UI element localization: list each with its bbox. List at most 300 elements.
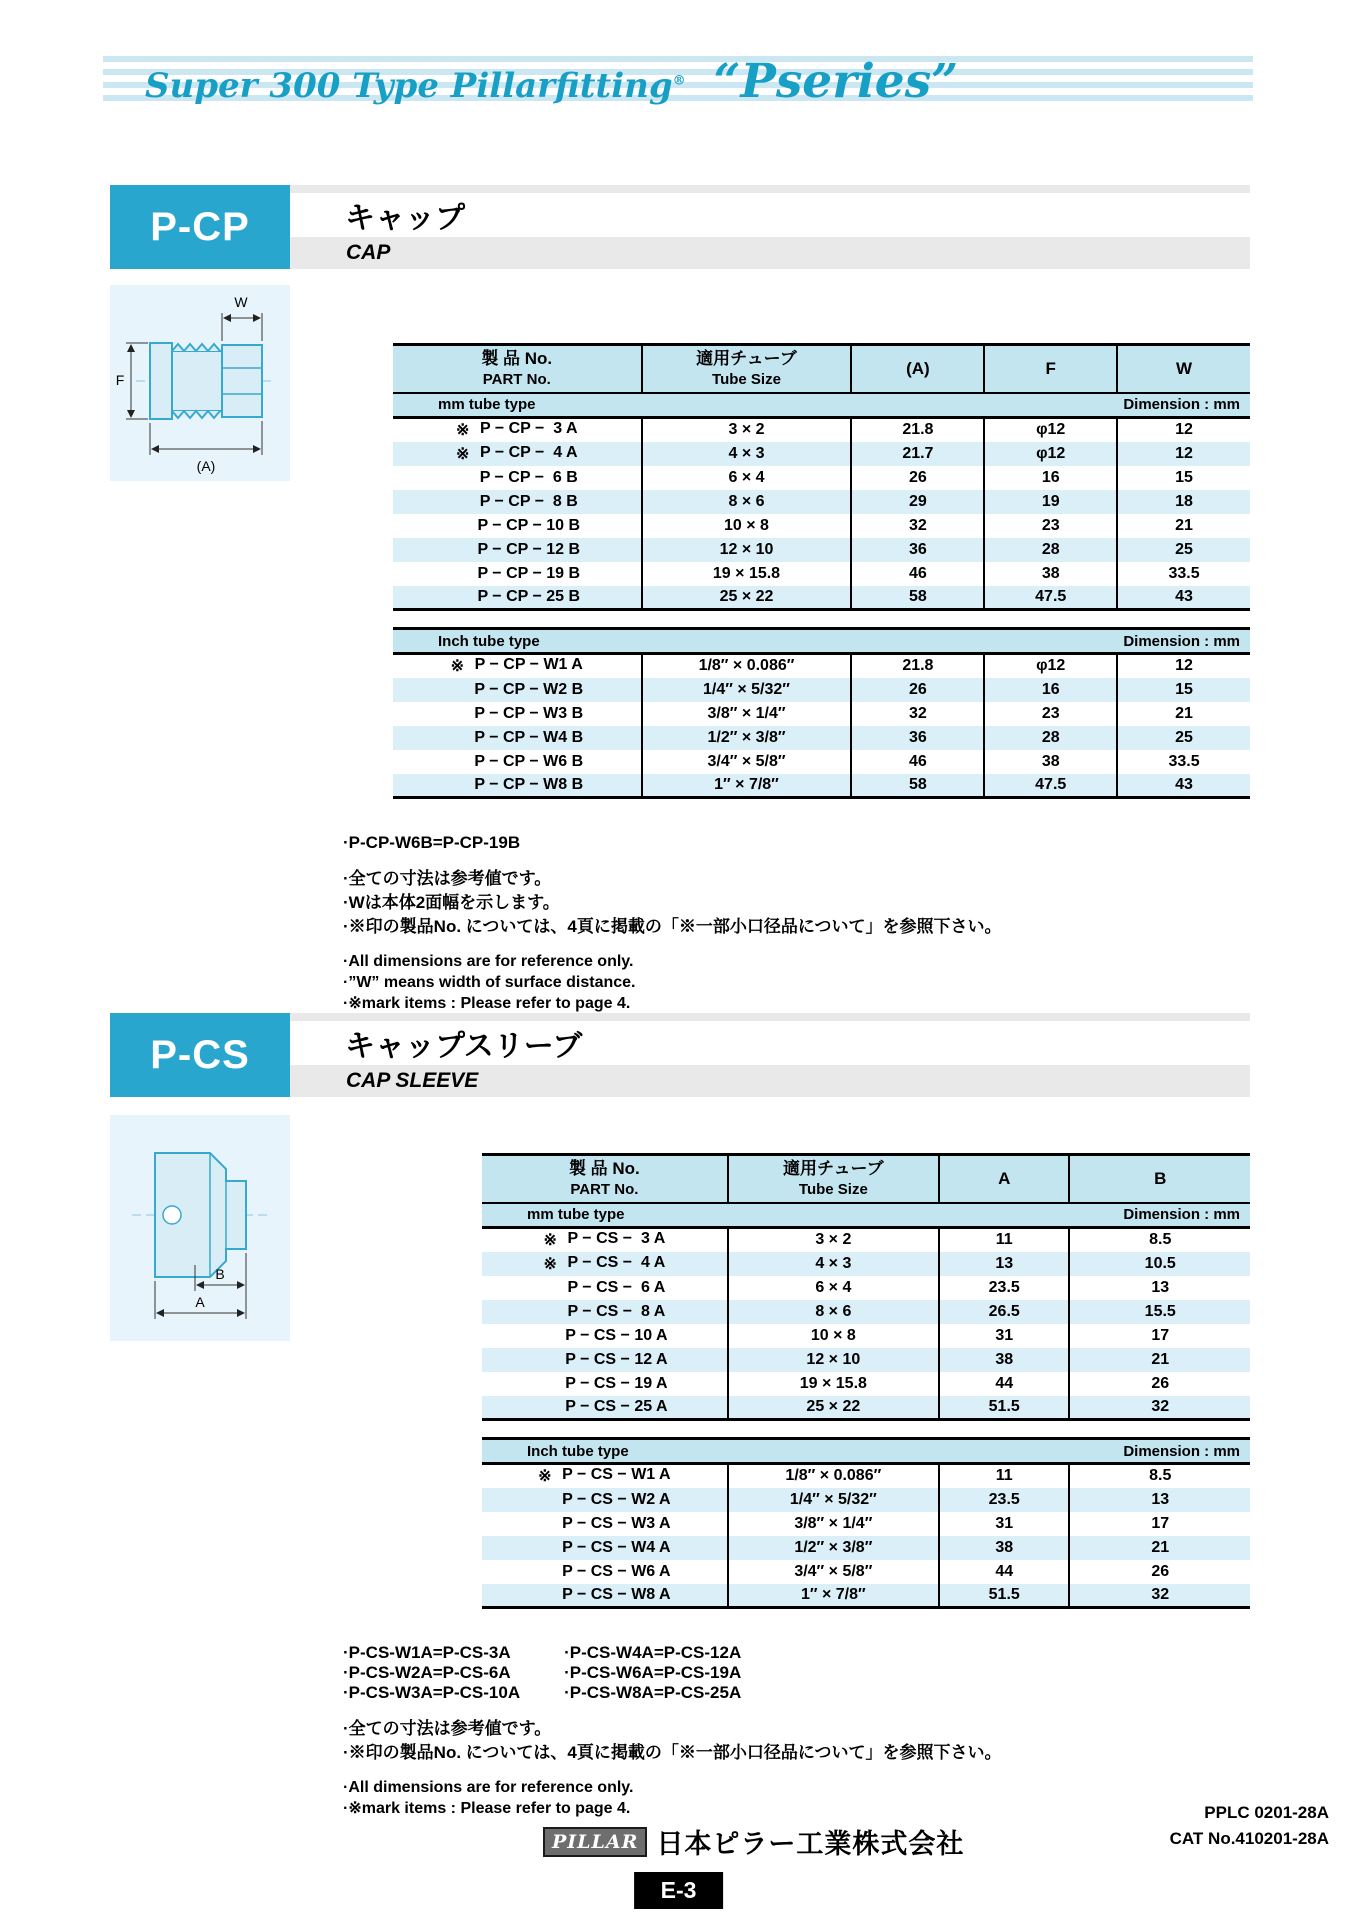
value-cell: 3/4″ × 5/8″ — [642, 750, 852, 774]
value-cell: 16 — [984, 678, 1117, 702]
column-header-ja: B — [1154, 1168, 1167, 1188]
value-cell: 1/4″ × 5/32″ — [642, 678, 852, 702]
value-cell: 46 — [851, 562, 984, 586]
table-group-band-cell — [482, 1203, 1250, 1228]
part-no-cell — [393, 726, 642, 750]
section-title-english: CAP — [346, 241, 391, 264]
part-no: P − CP − 19 B — [477, 564, 581, 582]
part-no: P − CS − W4 A — [562, 1538, 671, 1556]
column-header-ja: A — [998, 1168, 1011, 1188]
part-no-cell — [393, 586, 642, 610]
note-line-ja: ·全ての寸法は参考値です。 — [343, 869, 552, 888]
table-row — [393, 562, 1250, 586]
value-cell: 38 — [984, 562, 1117, 586]
value-cell: 32 — [851, 702, 984, 726]
table-row — [393, 442, 1250, 466]
note-line-en: ·All dimensions are for reference only. — [343, 953, 634, 970]
value-cell: 58 — [851, 774, 984, 798]
value-cell: 58 — [851, 586, 984, 610]
column-header — [939, 1155, 1070, 1203]
value-cell: 36 — [851, 538, 984, 562]
part-no: P − CP − W6 B — [474, 752, 584, 770]
brand-text — [103, 53, 959, 109]
table-row — [393, 702, 1250, 726]
table-row — [393, 678, 1250, 702]
spec-tables-p-cp — [393, 343, 1250, 799]
catalog-code-2: CAT No.410201-28A — [1169, 1829, 1329, 1849]
reference-mark — [538, 1515, 562, 1533]
section-title-japanese: キャップ — [345, 202, 465, 235]
value-cell: 4 × 3 — [728, 1252, 939, 1276]
title-strip — [290, 193, 1250, 237]
part-no: P − CS − W6 A — [562, 1562, 671, 1580]
value-cell: 3 × 2 — [728, 1228, 939, 1252]
value-cell: 23.5 — [939, 1488, 1070, 1512]
part-no: P − CS − 10 A — [565, 1326, 668, 1344]
spec-table — [482, 1437, 1250, 1609]
value-cell: 38 — [984, 750, 1117, 774]
value-cell: 25 — [1117, 538, 1250, 562]
value-cell: 21 — [1117, 702, 1250, 726]
part-no-cell — [482, 1464, 728, 1488]
value-cell: 16 — [984, 466, 1117, 490]
equivalence-column — [343, 1643, 520, 1703]
part-no: P − CP − W4 B — [474, 728, 584, 746]
value-cell: 15.5 — [1069, 1300, 1250, 1324]
part-no-cell — [482, 1488, 728, 1512]
table-row — [393, 586, 1250, 610]
table-group-band — [482, 1439, 1250, 1464]
column-header-en: Tube Size — [798, 1181, 868, 1199]
cap-diagram-panel — [110, 285, 290, 481]
reference-mark — [541, 1375, 565, 1393]
value-cell: 47.5 — [984, 774, 1117, 798]
value-cell: 3/4″ × 5/8″ — [728, 1560, 939, 1584]
column-header-ja: W — [1176, 358, 1193, 378]
reference-mark — [450, 705, 474, 723]
part-no: P − CP − 25 B — [477, 587, 581, 605]
value-cell: 38 — [939, 1536, 1070, 1560]
equivalence-notes — [343, 833, 1002, 853]
part-no: P − CS − W2 A — [562, 1490, 671, 1508]
part-no-cell — [393, 538, 642, 562]
table-row — [393, 514, 1250, 538]
value-cell: 6 × 4 — [728, 1276, 939, 1300]
sleeve-drawing — [155, 1153, 246, 1277]
column-header-ja: 製 品 No. — [568, 1158, 640, 1178]
value-cell: 21.7 — [851, 442, 984, 466]
part-no-cell — [393, 702, 642, 726]
equivalence-note: ·P-CS-W2A=P-CS-6A — [343, 1663, 511, 1682]
reference-mark — [538, 1563, 562, 1581]
section-title-band — [290, 185, 1250, 269]
table-row — [482, 1348, 1250, 1372]
footer-catalog-codes — [1170, 1800, 1329, 1853]
table-row — [482, 1396, 1250, 1420]
value-cell: 17 — [1069, 1324, 1250, 1348]
column-header — [482, 1155, 728, 1203]
reference-mark — [543, 1279, 567, 1297]
value-cell: 26 — [851, 678, 984, 702]
part-no-cell — [393, 490, 642, 514]
value-cell: φ12 — [984, 442, 1117, 466]
column-header-ja: F — [1045, 358, 1056, 378]
part-no-cell — [393, 562, 642, 586]
value-cell: 12 — [1117, 442, 1250, 466]
part-no-cell — [482, 1560, 728, 1584]
part-no: P − CS − 4 A — [567, 1253, 666, 1271]
part-no-cell — [482, 1276, 728, 1300]
column-header-ja: 適用チューブ — [783, 1158, 884, 1178]
cap-sleeve-diagram-panel — [110, 1115, 290, 1341]
part-no: P − CS − 6 A — [567, 1278, 666, 1296]
brand-banner — [103, 53, 1253, 109]
dim-label-w: W — [234, 294, 248, 310]
dim-label-f: F — [115, 372, 125, 388]
value-cell: 1/8″ × 0.086″ — [642, 654, 852, 678]
part-no: P − CP − W8 B — [474, 775, 584, 793]
value-cell: 33.5 — [1117, 750, 1250, 774]
part-no: P − CS − 19 A — [565, 1374, 668, 1392]
part-no-cell — [482, 1324, 728, 1348]
part-no-cell — [393, 678, 642, 702]
spec-tables-p-cs — [482, 1153, 1250, 1609]
value-cell: 26 — [851, 466, 984, 490]
value-cell: 8.5 — [1069, 1464, 1250, 1488]
reference-mark — [450, 776, 474, 794]
value-cell: 11 — [939, 1464, 1070, 1488]
dimension-unit-label: Dimension : mm — [1123, 632, 1240, 650]
part-no: P − CS − W3 A — [562, 1514, 671, 1532]
part-no-cell — [482, 1584, 728, 1608]
part-no: P − CP − W1 A — [474, 656, 583, 674]
notes-p-cs — [343, 1643, 1002, 1819]
value-cell: 47.5 — [984, 586, 1117, 610]
value-cell: 15 — [1117, 466, 1250, 490]
reference-mark — [541, 1398, 565, 1416]
table-row — [482, 1228, 1250, 1252]
part-no-cell — [482, 1536, 728, 1560]
equivalence-note: ·P-CS-W1A=P-CS-3A — [343, 1643, 511, 1662]
value-cell: 32 — [1069, 1584, 1250, 1608]
reference-mark: ※ — [455, 422, 470, 440]
value-cell: 44 — [939, 1560, 1070, 1584]
part-no: P − CS − W1 A — [562, 1466, 671, 1484]
value-cell: 8.5 — [1069, 1228, 1250, 1252]
company-name: 日本ピラー工業株式会社 — [656, 1829, 965, 1859]
note-line-en: ·All dimensions are for reference only. — [343, 1779, 634, 1796]
reference-mark: ※ — [450, 658, 465, 676]
group-label: Inch tube type — [527, 1442, 629, 1460]
table-row — [482, 1252, 1250, 1276]
column-header — [728, 1155, 939, 1203]
notes-japanese — [343, 867, 1002, 939]
value-cell: 1/8″ × 0.086″ — [728, 1464, 939, 1488]
column-header-en: PART No. — [482, 371, 551, 389]
registered-mark: ® — [672, 73, 686, 89]
part-no: P − CP − 10 B — [477, 516, 581, 534]
value-cell: 26 — [1069, 1372, 1250, 1396]
value-cell: 32 — [851, 514, 984, 538]
column-header — [642, 345, 852, 393]
part-no: P − CP − 8 B — [479, 492, 578, 510]
table-group-band — [393, 393, 1250, 418]
value-cell: 23 — [984, 514, 1117, 538]
spec-table — [393, 343, 1250, 611]
note-line-en: ·※mark items : Please refer to page 4. — [343, 995, 631, 1012]
table-row — [393, 654, 1250, 678]
catalog-code-1: PPLC 0201-28A — [1204, 1803, 1329, 1822]
column-header-ja: 製 品 No. — [481, 348, 553, 368]
table-row — [482, 1300, 1250, 1324]
table-row — [393, 538, 1250, 562]
reference-mark — [538, 1539, 562, 1557]
table-row — [393, 466, 1250, 490]
table-row — [482, 1464, 1250, 1488]
value-cell: 4 × 3 — [642, 442, 852, 466]
column-header-ja: (A) — [906, 358, 930, 378]
value-cell: 1/2″ × 3/8″ — [728, 1536, 939, 1560]
reference-mark — [541, 1327, 565, 1345]
section-p-cs — [110, 1013, 1250, 1817]
value-cell: 43 — [1117, 586, 1250, 610]
section-p-cp — [110, 185, 1250, 1012]
section-header — [110, 1013, 1250, 1097]
value-cell: 1″ × 7/8″ — [642, 774, 852, 798]
part-no: P − CS − 3 A — [567, 1230, 666, 1248]
part-no: P − CP − 12 B — [477, 540, 581, 558]
value-cell: 29 — [851, 490, 984, 514]
note-line-ja: ·全ての寸法は参考値です。 — [343, 1719, 552, 1738]
series-name: “Pseries” — [713, 53, 959, 109]
note-line-en: ·”W” means width of surface distance. — [343, 974, 636, 991]
column-header-en: Tube Size — [712, 371, 781, 389]
reference-mark — [538, 1586, 562, 1604]
value-cell: 1″ × 7/8″ — [728, 1584, 939, 1608]
table-row — [482, 1560, 1250, 1584]
dimension-unit-label: Dimension : mm — [1123, 396, 1240, 414]
value-cell: 1/4″ × 5/32″ — [728, 1488, 939, 1512]
value-cell: 46 — [851, 750, 984, 774]
value-cell: 23.5 — [939, 1276, 1070, 1300]
value-cell: 21 — [1117, 514, 1250, 538]
reference-mark — [456, 493, 480, 511]
part-no: P − CS − W8 A — [562, 1585, 671, 1603]
dim-label-a: A — [195, 1294, 205, 1310]
section-title-japanese: キャップスリーブ — [345, 1030, 583, 1063]
value-cell: 13 — [1069, 1276, 1250, 1300]
value-cell: 1/2″ × 3/8″ — [642, 726, 852, 750]
note-line-ja: ·Wは本体2面幅を示します。 — [343, 893, 560, 912]
table-row — [482, 1276, 1250, 1300]
value-cell: 38 — [939, 1348, 1070, 1372]
value-cell: 31 — [939, 1512, 1070, 1536]
section-header — [110, 185, 1250, 269]
value-cell: 12 × 10 — [728, 1348, 939, 1372]
table-row — [393, 490, 1250, 514]
value-cell: 19 × 15.8 — [728, 1372, 939, 1396]
value-cell: 28 — [984, 538, 1117, 562]
table-row — [482, 1512, 1250, 1536]
equivalence-note: ·P-CS-W8A=P-CS-25A — [564, 1683, 742, 1702]
value-cell: 23 — [984, 702, 1117, 726]
part-no: P − CP − 6 B — [479, 468, 578, 486]
value-cell: 26.5 — [939, 1300, 1070, 1324]
column-header-en: PART No. — [570, 1181, 639, 1199]
value-cell: 26 — [1069, 1560, 1250, 1584]
part-no-cell — [482, 1228, 728, 1252]
brand-name: Super 300 Type Pillarfitting — [145, 65, 673, 106]
dim-label-b: B — [215, 1266, 225, 1282]
part-no-cell — [482, 1372, 728, 1396]
value-cell: 3/8″ × 1/4″ — [642, 702, 852, 726]
part-no-cell — [482, 1252, 728, 1276]
part-no: P − CS − 8 A — [567, 1302, 666, 1320]
part-no-cell — [393, 514, 642, 538]
part-no-cell — [393, 750, 642, 774]
value-cell: 19 — [984, 490, 1117, 514]
value-cell: 10.5 — [1069, 1252, 1250, 1276]
value-cell: 12 × 10 — [642, 538, 852, 562]
reference-mark — [453, 565, 477, 583]
equivalence-note: ·P-CS-W4A=P-CS-12A — [564, 1643, 742, 1662]
part-no-cell — [482, 1396, 728, 1420]
equivalence-column — [564, 1643, 741, 1703]
table-row — [482, 1324, 1250, 1348]
note-line-en: ·※mark items : Please refer to page 4. — [343, 1800, 631, 1817]
table-row — [482, 1584, 1250, 1608]
table-group-band — [482, 1203, 1250, 1228]
part-no-cell — [393, 774, 642, 798]
value-cell: 11 — [939, 1228, 1070, 1252]
reference-mark — [450, 729, 474, 747]
value-cell: 25 × 22 — [642, 586, 852, 610]
reference-mark: ※ — [543, 1232, 557, 1250]
title-strip — [290, 1021, 1250, 1065]
part-no: P − CP − W3 B — [474, 704, 584, 722]
reference-mark: ※ — [543, 1255, 557, 1273]
pillar-logo: PILLAR — [543, 1827, 647, 1857]
reference-mark — [538, 1491, 562, 1509]
cap-drawing — [150, 343, 262, 419]
part-no-cell — [393, 466, 642, 490]
group-label: mm tube type — [438, 396, 536, 414]
dim-label-a: (A) — [196, 458, 216, 474]
value-cell: 15 — [1117, 678, 1250, 702]
equivalence-column — [343, 833, 520, 853]
value-cell: 10 × 8 — [642, 514, 852, 538]
part-no-cell — [482, 1300, 728, 1324]
cap-diagram — [110, 285, 290, 481]
value-cell: 28 — [984, 726, 1117, 750]
notes-english — [343, 951, 1002, 1014]
cap-sleeve-diagram — [110, 1115, 290, 1341]
table-row — [482, 1372, 1250, 1396]
reference-mark — [541, 1351, 565, 1369]
reference-mark — [450, 681, 474, 699]
table-group-band-cell — [393, 393, 1250, 418]
section-code-badge: P-CP — [110, 185, 290, 269]
spec-table — [393, 627, 1250, 799]
value-cell: 17 — [1069, 1512, 1250, 1536]
equivalence-notes — [343, 1643, 1002, 1703]
part-no-cell — [393, 442, 642, 466]
equivalence-note: ·P-CS-W3A=P-CS-10A — [343, 1683, 521, 1702]
note-line-ja: ·※印の製品No. については、4頁に掲載の「※一部小口径品について」を参照下さい。 — [343, 917, 1002, 936]
value-cell: 3/8″ × 1/4″ — [728, 1512, 939, 1536]
reference-mark — [453, 541, 477, 559]
value-cell: 25 — [1117, 726, 1250, 750]
value-cell: 51.5 — [939, 1396, 1070, 1420]
value-cell: 32 — [1069, 1396, 1250, 1420]
part-no: P − CP − 4 A — [479, 443, 578, 461]
value-cell: 31 — [939, 1324, 1070, 1348]
value-cell: φ12 — [984, 418, 1117, 442]
reference-mark — [450, 753, 474, 771]
table-row — [393, 418, 1250, 442]
value-cell: 51.5 — [939, 1584, 1070, 1608]
value-cell: 3 × 2 — [642, 418, 852, 442]
section-title-english: CAP SLEEVE — [346, 1069, 479, 1092]
value-cell: 8 × 6 — [728, 1300, 939, 1324]
equivalence-note: ·P-CP-W6B=P-CP-19B — [343, 833, 521, 852]
value-cell: 6 × 4 — [642, 466, 852, 490]
value-cell: 21 — [1069, 1348, 1250, 1372]
footer-company-block — [543, 1822, 964, 1861]
column-header-ja: 適用チューブ — [696, 348, 797, 368]
value-cell: 13 — [939, 1252, 1070, 1276]
header-row — [393, 345, 1250, 393]
value-cell: 18 — [1117, 490, 1250, 514]
part-no: P − CS − 25 A — [565, 1397, 668, 1415]
spec-table — [482, 1153, 1250, 1421]
reference-mark — [543, 1303, 567, 1321]
value-cell: 43 — [1117, 774, 1250, 798]
value-cell: 36 — [851, 726, 984, 750]
equivalence-note: ·P-CS-W6A=P-CS-19A — [564, 1663, 742, 1682]
column-header — [1069, 1155, 1250, 1203]
notes-english — [343, 1777, 1002, 1819]
table-row — [393, 774, 1250, 798]
value-cell: 12 — [1117, 418, 1250, 442]
part-no-cell — [393, 418, 642, 442]
value-cell: 10 × 8 — [728, 1324, 939, 1348]
value-cell: 21.8 — [851, 654, 984, 678]
table-group-band-cell — [393, 629, 1250, 654]
value-cell: 19 × 15.8 — [642, 562, 852, 586]
value-cell: 8 × 6 — [642, 490, 852, 514]
dimension-unit-label: Dimension : mm — [1123, 1206, 1240, 1224]
part-no: P − CP − W2 B — [474, 680, 584, 698]
reference-mark: ※ — [455, 445, 470, 463]
column-header — [393, 345, 642, 393]
value-cell: 21 — [1069, 1536, 1250, 1560]
table-row — [482, 1536, 1250, 1560]
section-title-band — [290, 1013, 1250, 1097]
value-cell: φ12 — [984, 654, 1117, 678]
column-header — [1117, 345, 1250, 393]
reference-mark — [456, 469, 480, 487]
value-cell: 33.5 — [1117, 562, 1250, 586]
part-no-cell — [393, 654, 642, 678]
part-no: P − CP − 3 A — [479, 420, 578, 438]
notes-japanese — [343, 1717, 1002, 1765]
table-group-band-cell — [482, 1439, 1250, 1464]
reference-mark — [453, 588, 477, 606]
value-cell: 25 × 22 — [728, 1396, 939, 1420]
dimension-unit-label: Dimension : mm — [1123, 1442, 1240, 1460]
value-cell: 44 — [939, 1372, 1070, 1396]
